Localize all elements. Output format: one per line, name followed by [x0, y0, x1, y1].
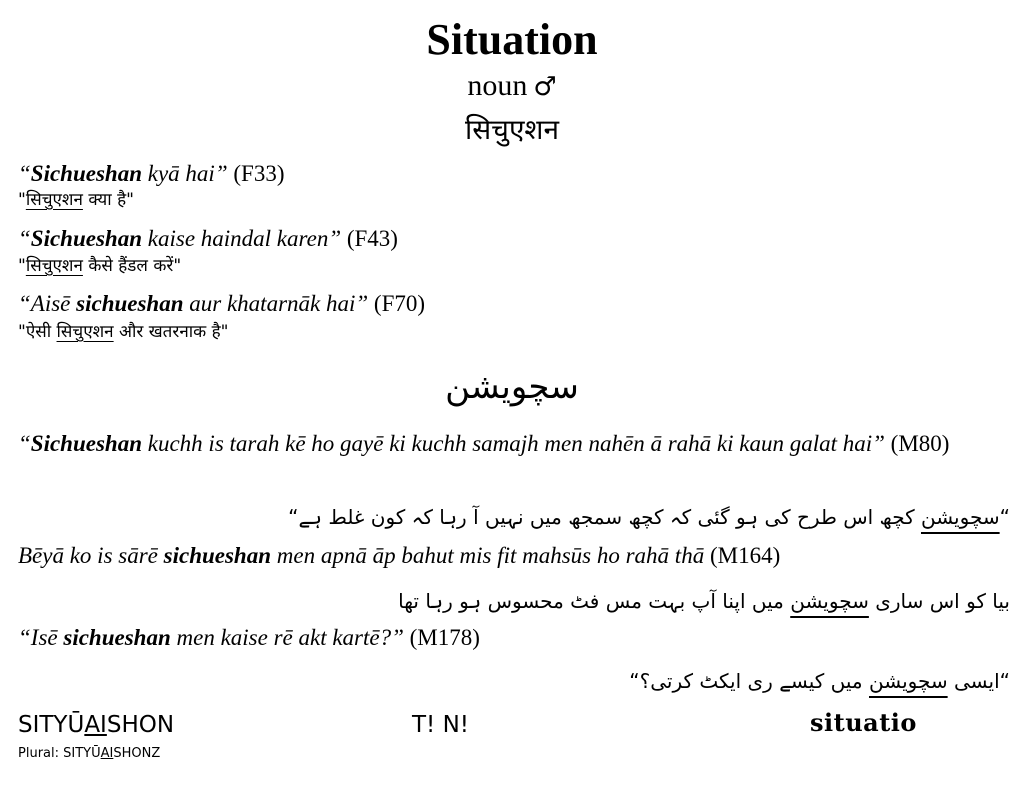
- keyword-devanagari: सिचुएशन: [25, 256, 83, 276]
- plural-form: Plural: SITYŪAISHONZ: [18, 746, 161, 761]
- example-romanized: “Sichueshan kuchh is tarah kē ho gayē ki kuchh samajh men nahēn ā rahā ki kaun galat hai” (M80): [18, 431, 950, 456]
- example-source: (F33): [227, 161, 285, 186]
- example-source: (M80): [884, 431, 950, 456]
- male-gender-icon: ♂: [533, 72, 557, 102]
- example-source: (F70): [368, 291, 426, 316]
- keyword-devanagari: सिचुएशन: [56, 322, 114, 342]
- keyword-urdu: سچویشن: [920, 505, 1000, 529]
- example-urdu: “ایسی سچویشن میں کیسے ری ایکٹ کرتی؟“: [629, 669, 1010, 693]
- part-of-speech-line: [0, 68, 1024, 105]
- example-devanagari: "सिचुएशन क्या है": [18, 190, 134, 210]
- keyword-devanagari: सिचुएशन: [25, 190, 83, 210]
- stressed-syllable: AI: [100, 746, 114, 761]
- keyword: sichueshan: [63, 625, 171, 650]
- stressed-syllable: AI: [84, 712, 107, 738]
- original-spelling: situatio: [810, 708, 917, 737]
- example-source: (M164): [704, 543, 781, 568]
- keyword: sichueshan: [163, 543, 272, 568]
- example-romanized: “Sichueshan kaise haindal karen” (F43): [18, 226, 398, 251]
- example-romanized: “Isē sichueshan men kaise rē akt kartē?” (M178): [18, 625, 480, 650]
- example-romanized: “Sichueshan kyā hai” (F33): [18, 161, 285, 186]
- part-of-speech: noun: [467, 69, 528, 102]
- example-romanized: Bēyā ko is sārē sichueshan men apnā āp bahut mis fit mahsūs ho rahā thā (M164): [18, 543, 781, 568]
- example-source: (F43): [341, 226, 398, 251]
- keyword: Sichueshan: [30, 226, 143, 251]
- hindi-headword: सिचुएशन: [464, 113, 560, 146]
- urdu-headword: سچویشن: [445, 367, 579, 407]
- example-urdu: بیا کو اس ساری سچویشن میں اپنا آپ بہت مس فٹ محسوس ہو رہا تھا: [398, 589, 1010, 613]
- example-source: (M178): [403, 625, 480, 650]
- tone-notation: T! N!: [412, 712, 470, 738]
- example-devanagari: "सिचुएशन कैसे हैंडल करें": [18, 256, 182, 276]
- example-romanized: “Aisē sichueshan aur khatarnāk hai” (F70): [18, 291, 426, 316]
- keyword-urdu: سچویشن: [869, 669, 948, 693]
- example-devanagari: "ऐसी सिचुएशन और खतरनाक है": [18, 322, 229, 342]
- headword: Situation: [426, 15, 598, 64]
- keyword: Sichueshan: [30, 161, 143, 186]
- example-urdu: “سچویشن کچھ اس طرح کی ہو گئی کہ کچھ سمجھ میں نہیں آ رہا کہ کون غلط ہے“: [288, 505, 1010, 529]
- keyword-urdu: سچویشن: [790, 589, 869, 613]
- keyword: sichueshan: [76, 291, 184, 316]
- pronunciation: SITYŪAISHON: [18, 712, 175, 738]
- keyword: Sichueshan: [30, 431, 143, 456]
